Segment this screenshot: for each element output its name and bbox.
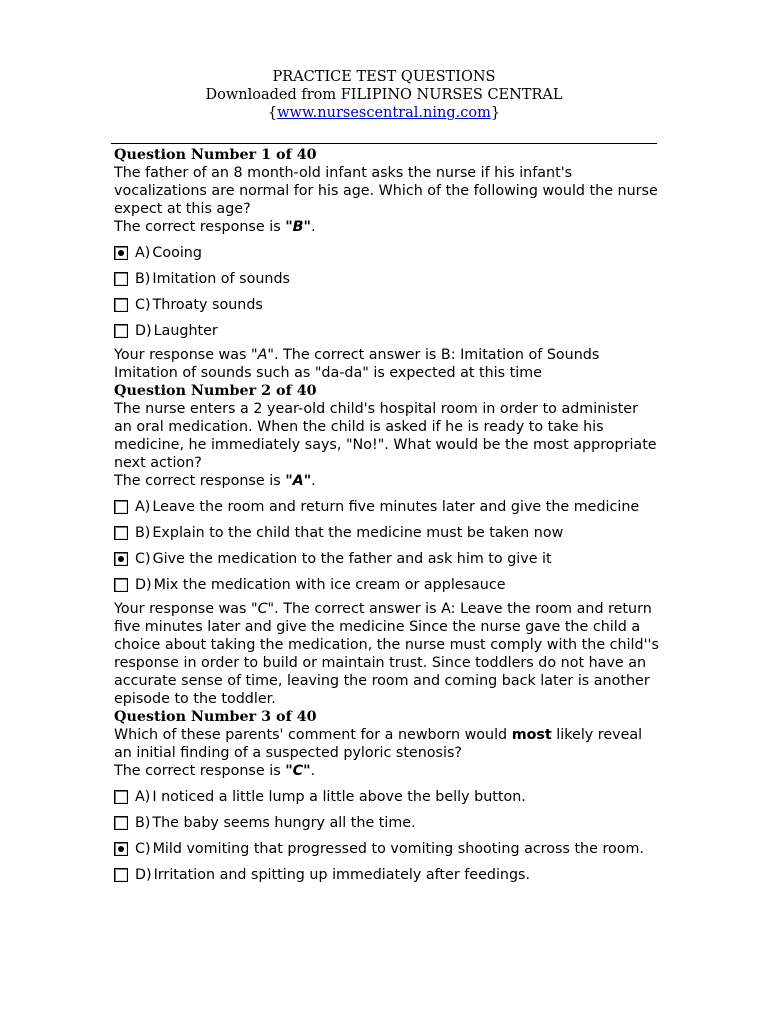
option-b: [114, 270, 659, 288]
correct-prefix: The correct response is: [114, 219, 286, 235]
questions-content: [114, 146, 659, 884]
response-prefix: Your response was: [114, 347, 251, 363]
radio-selected-icon[interactable]: [114, 842, 128, 856]
option-letter: B): [135, 815, 151, 831]
option-text: Irritation and spitting up immediately after feedings.: [153, 867, 531, 883]
question-text: The nurse enters a 2 year-old child's hospital room in order to administer an oral medication. When the child is asked if he is ready to take his medicine, he immediately says, "No!". What would be the most appropriate next action?: [114, 401, 657, 471]
option-text: Explain to the child that the medicine must be taken now: [152, 525, 564, 541]
option-text: The baby seems hungry all the time.: [152, 815, 416, 831]
correct-response: The correct response is "A".: [114, 473, 316, 489]
option-c: [114, 840, 659, 858]
question-text: The father of an 8 month-old infant asks the nurse if his infant's vocalizations are normal for his age. Which of the following would the nurse expect at this age?: [114, 165, 658, 217]
option-text: Laughter: [153, 323, 218, 339]
question-title: Question Number 3 of 40: [114, 709, 317, 725]
correct-letter: "C": [285, 763, 311, 779]
response-letter: "A": [251, 347, 274, 363]
option-c: [114, 550, 659, 568]
correct-response: The correct response is "B".: [114, 219, 316, 235]
option-d: [114, 866, 659, 884]
question-3: [114, 708, 659, 884]
option-text: Mix the medication with ice cream or applesauce: [153, 577, 506, 593]
correct-letter: "A": [285, 473, 312, 489]
option-letter: D): [135, 577, 152, 593]
radio-selected-icon[interactable]: [114, 246, 128, 260]
question-1: [114, 146, 659, 382]
radio-icon[interactable]: [114, 790, 128, 804]
option-letter: C): [135, 841, 151, 857]
correct-response: The correct response is "C".: [114, 763, 316, 779]
option-a: [114, 788, 659, 806]
radio-icon[interactable]: [114, 298, 128, 312]
response-prefix: Your response was: [114, 601, 251, 617]
header-subtitle: Downloaded from FILIPINO NURSES CENTRAL: [205, 87, 563, 103]
option-a: [114, 244, 659, 262]
question-title: Question Number 1 of 40: [114, 147, 317, 163]
brace-open: {: [267, 105, 278, 121]
correct-prefix: The correct response is: [114, 473, 286, 489]
option-letter: D): [135, 323, 152, 339]
your-response: [114, 346, 659, 382]
option-letter: B): [135, 271, 151, 287]
question-2: [114, 382, 659, 708]
option-letter: B): [135, 525, 151, 541]
emphasis-most: most: [511, 727, 552, 743]
option-letter: A): [135, 789, 151, 805]
header-title: PRACTICE TEST QUESTIONS: [272, 69, 496, 85]
option-letter: C): [135, 297, 151, 313]
radio-icon[interactable]: [114, 500, 128, 514]
option-text: Give the medication to the father and ask him to give it: [152, 551, 552, 567]
your-response: [114, 600, 659, 708]
option-text: I noticed a little lump a little above the belly button.: [152, 789, 526, 805]
question-title: Question Number 2 of 40: [114, 383, 317, 399]
option-letter: A): [135, 499, 151, 515]
option-text: Imitation of sounds: [152, 271, 290, 287]
response-explanation: . The correct answer is A: Leave the room and return five minutes later and give the medicine Since the nurse gave the child a choice about taking the medication, the nurse must comply with the child''s response in order to build or maintain trust. Since toddlers do not have an accurate sense of time, leaving the room and coming back later is another episode to the toddler.: [114, 601, 659, 707]
response-letter: "C": [251, 601, 275, 617]
correct-prefix: The correct response is: [114, 763, 286, 779]
option-b: [114, 814, 659, 832]
option-d: [114, 322, 659, 340]
nursescentral-link[interactable]: www.nursescentral.ning.com: [277, 105, 491, 121]
option-text: Leave the room and return five minutes later and give the medicine: [152, 499, 640, 515]
response-explanation: . The correct answer is B: Imitation of Sounds Imitation of sounds such as "da-da" is expected at this time: [114, 347, 600, 381]
option-letter: D): [135, 867, 152, 883]
option-text: Cooing: [152, 245, 202, 261]
radio-icon[interactable]: [114, 324, 128, 338]
question-text-part: Which of these parents' comment for a newborn would: [114, 727, 512, 743]
option-letter: A): [135, 245, 151, 261]
option-letter: C): [135, 551, 151, 567]
radio-selected-icon[interactable]: [114, 552, 128, 566]
question-text: [114, 726, 659, 762]
radio-icon[interactable]: [114, 526, 128, 540]
radio-icon[interactable]: [114, 272, 128, 286]
brace-close: }: [490, 105, 501, 121]
radio-icon[interactable]: [114, 816, 128, 830]
option-text: Mild vomiting that progressed to vomiting shooting across the room.: [152, 841, 644, 857]
radio-icon[interactable]: [114, 578, 128, 592]
document-header: [0, 68, 768, 122]
header-divider: [111, 143, 657, 144]
header-link-line: [0, 104, 768, 122]
option-c: [114, 296, 659, 314]
option-a: [114, 498, 659, 516]
question-text-part: likely reveal an initial finding of a suspected pyloric stenosis?: [114, 727, 643, 761]
correct-letter: "B": [285, 219, 311, 235]
option-text: Throaty sounds: [152, 297, 263, 313]
option-b: [114, 524, 659, 542]
option-d: [114, 576, 659, 594]
radio-icon[interactable]: [114, 868, 128, 882]
